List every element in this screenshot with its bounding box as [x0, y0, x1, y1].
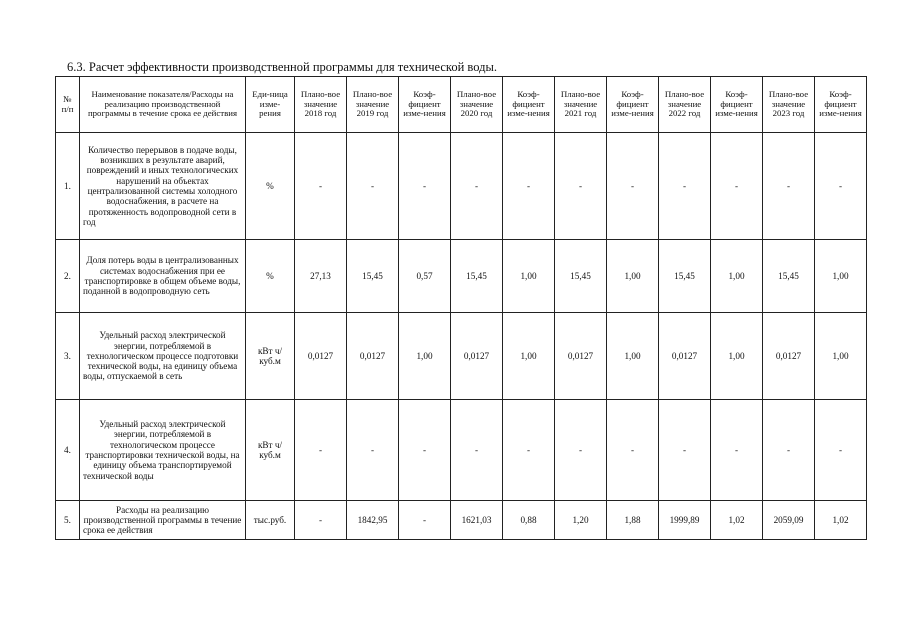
plan-2022-cell: - — [659, 400, 711, 501]
indicator-name: Количество перерывов в подаче воды, возникших в результате аварий, повреждений и иных технологических нарушений на объектах централизованной системы холодного водоснабжения, в расчете на протяженность водопроводной сети в год — [80, 133, 246, 240]
coef-cell: 0,88 — [503, 501, 555, 540]
table-row — [56, 240, 867, 313]
plan-2023-cell: - — [763, 400, 815, 501]
coef-cell: - — [399, 501, 451, 540]
coef-cell: - — [607, 400, 659, 501]
unit-cell: % — [246, 240, 295, 313]
plan-2021-cell: - — [555, 400, 607, 501]
plan-2023-cell: - — [763, 133, 815, 240]
plan-2019-cell: - — [347, 133, 399, 240]
indicator-name: Удельный расход электрической энергии, потребляемой в технологическом процессе транспортировки технической воды, на единицу объема транспортируемой технической воды — [80, 400, 246, 501]
indicator-name: Расходы на реализацию производственной программы в течение срока ее действия — [80, 501, 246, 540]
coef-cell: - — [607, 133, 659, 240]
coef-cell: - — [399, 400, 451, 501]
row-number: 4. — [56, 400, 80, 501]
plan-2022-cell: 0,0127 — [659, 313, 711, 400]
plan-2022-cell: 15,45 — [659, 240, 711, 313]
coef-cell: - — [503, 133, 555, 240]
unit-cell: тыс.руб. — [246, 501, 295, 540]
coef-cell: - — [503, 400, 555, 501]
plan-2022-cell: - — [659, 133, 711, 240]
plan-2019-cell: - — [347, 400, 399, 501]
indicator-name: Доля потерь воды в централизованных системах водоснабжения при ее транспортировке в общем объеме воды, поданной в водопроводную сеть — [80, 240, 246, 313]
coef-cell: 1,00 — [503, 313, 555, 400]
plan-2023-cell: 15,45 — [763, 240, 815, 313]
header-name: Наименование показателя/Расходы на реализацию производственной программы в течение срока ее действия — [80, 77, 246, 133]
unit-cell: кВт ч/куб.м — [246, 400, 295, 501]
coef-cell: - — [399, 133, 451, 240]
coef-cell: 1,02 — [711, 501, 763, 540]
plan-2020-cell: 15,45 — [451, 240, 503, 313]
coef-cell: 1,00 — [711, 313, 763, 400]
row-number: 5. — [56, 501, 80, 540]
unit-cell: % — [246, 133, 295, 240]
coef-cell: 1,00 — [711, 240, 763, 313]
row-number: 2. — [56, 240, 80, 313]
header-coef-2: Коэф-фициент изме-нения — [503, 77, 555, 133]
coef-cell: 0,57 — [399, 240, 451, 313]
header-coef-1: Коэф-фициент изме-нения — [399, 77, 451, 133]
plan-2021-cell: 1,20 — [555, 501, 607, 540]
plan-2021-cell: - — [555, 133, 607, 240]
header-plan-2022: Плано-вое значение 2022 год — [659, 77, 711, 133]
efficiency-table — [55, 76, 867, 540]
plan-2020-cell: - — [451, 400, 503, 501]
header-plan-2019: Плано-вое значение 2019 год — [347, 77, 399, 133]
coef-cell: - — [711, 400, 763, 501]
plan-2020-cell: 1621,03 — [451, 501, 503, 540]
plan-2023-cell: 2059,09 — [763, 501, 815, 540]
plan-2021-cell: 15,45 — [555, 240, 607, 313]
header-unit: Еди-ница изме-рения — [246, 77, 295, 133]
table-row — [56, 501, 867, 540]
coef-cell: - — [711, 133, 763, 240]
header-plan-2021: Плано-вое значение 2021 год — [555, 77, 607, 133]
indicator-name: Удельный расход электрической энергии, потребляемой в технологическом процессе подготовки технической воды, на единицу объема воды, отпускаемой в сеть — [80, 313, 246, 400]
header-plan-2023: Плано-вое значение 2023 год — [763, 77, 815, 133]
plan-2018-cell: - — [295, 133, 347, 240]
coef-cell: - — [815, 133, 867, 240]
plan-2019-cell: 15,45 — [347, 240, 399, 313]
coef-cell: 1,00 — [607, 313, 659, 400]
plan-2021-cell: 0,0127 — [555, 313, 607, 400]
unit-cell: кВт ч/куб.м — [246, 313, 295, 400]
table-row — [56, 133, 867, 240]
plan-2019-cell: 0,0127 — [347, 313, 399, 400]
coef-cell: 1,00 — [399, 313, 451, 400]
plan-2018-cell: - — [295, 501, 347, 540]
header-plan-2020: Плано-вое значение 2020 год — [451, 77, 503, 133]
row-number: 3. — [56, 313, 80, 400]
table-row — [56, 400, 867, 501]
plan-2020-cell: - — [451, 133, 503, 240]
row-number: 1. — [56, 133, 80, 240]
header-coef-4: Коэф-фициент изме-нения — [711, 77, 763, 133]
coef-cell: 1,00 — [815, 313, 867, 400]
coef-cell: 1,00 — [607, 240, 659, 313]
coef-cell: 1,88 — [607, 501, 659, 540]
plan-2018-cell: 0,0127 — [295, 313, 347, 400]
header-coef-3: Коэф-фициент изме-нения — [607, 77, 659, 133]
table-header-row — [56, 77, 867, 133]
plan-2019-cell: 1842,95 — [347, 501, 399, 540]
section-title: 6.3. Расчет эффективности производственной программы для технической воды. — [67, 60, 498, 74]
plan-2018-cell: - — [295, 400, 347, 501]
coef-cell: - — [815, 400, 867, 501]
plan-2020-cell: 0,0127 — [451, 313, 503, 400]
coef-cell: 1,02 — [815, 501, 867, 540]
plan-2022-cell: 1999,89 — [659, 501, 711, 540]
header-coef-5: Коэф-фициент изме-нения — [815, 77, 867, 133]
header-plan-2018: Плано-вое значение 2018 год — [295, 77, 347, 133]
header-num: № п/п — [56, 77, 80, 133]
plan-2023-cell: 0,0127 — [763, 313, 815, 400]
table-row — [56, 313, 867, 400]
plan-2018-cell: 27,13 — [295, 240, 347, 313]
coef-cell: 1,00 — [503, 240, 555, 313]
coef-cell: 1,00 — [815, 240, 867, 313]
